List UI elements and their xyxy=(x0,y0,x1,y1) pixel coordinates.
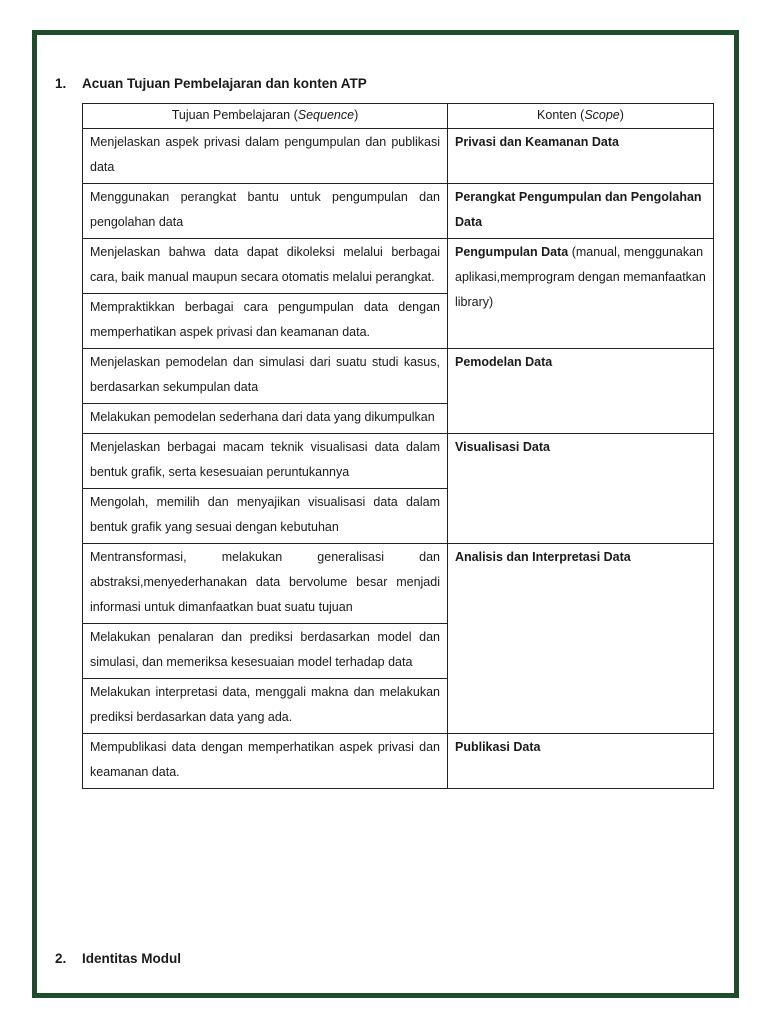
table-row xyxy=(83,734,714,789)
tujuan-cell: Melakukan penalaran dan prediksi berdasarkan model dan simulasi, dan memeriksa kesesuaian model terhadap data xyxy=(83,624,448,679)
konten-cell: Pengumpulan Data (manual, menggunakan aplikasi,memprogram dengan memanfaatkan library) xyxy=(448,239,714,349)
konten-cell: Privasi dan Keamanan Data xyxy=(448,129,714,184)
table-row xyxy=(83,434,714,489)
tujuan-cell: Melakukan interpretasi data, menggali makna dan melakukan prediksi berdasarkan data yang ada. xyxy=(83,679,448,734)
section-2-number: 2. xyxy=(55,951,67,966)
header-tujuan-pembelajaran: Tujuan Pembelajaran (Sequence) xyxy=(83,104,448,129)
section-1-title: Acuan Tujuan Pembelajaran dan konten ATP xyxy=(82,76,367,91)
table-header-row xyxy=(83,104,714,129)
konten-cell: Publikasi Data xyxy=(448,734,714,789)
table-row xyxy=(83,349,714,404)
section-2-heading xyxy=(55,951,181,966)
table-row xyxy=(83,239,714,294)
tujuan-cell: Mengolah, memilih dan menyajikan visualisasi data dalam bentuk grafik yang sesuai dengan kebutuhan xyxy=(83,489,448,544)
table-row xyxy=(83,544,714,624)
konten-cell: Visualisasi Data xyxy=(448,434,714,544)
tujuan-cell: Mentransformasi, melakukan generalisasi dan abstraksi,menyederhanakan data bervolume besar menjadi informasi untuk dimanfaatkan buat suatu tujuan xyxy=(83,544,448,624)
tujuan-cell: Menggunakan perangkat bantu untuk pengumpulan dan pengolahan data xyxy=(83,184,448,239)
konten-cell: Pemodelan Data xyxy=(448,349,714,434)
tujuan-cell: Menjelaskan berbagai macam teknik visualisasi data dalam bentuk grafik, serta kesesuaian peruntukannya xyxy=(83,434,448,489)
section-2-title: Identitas Modul xyxy=(82,951,181,966)
tujuan-cell: Menjelaskan pemodelan dan simulasi dari suatu studi kasus, berdasarkan sekumpulan data xyxy=(83,349,448,404)
tujuan-cell: Melakukan pemodelan sederhana dari data yang dikumpulkan xyxy=(83,404,448,434)
tujuan-cell: Mempublikasi data dengan memperhatikan aspek privasi dan keamanan data. xyxy=(83,734,448,789)
table-row xyxy=(83,184,714,239)
tujuan-cell: Menjelaskan bahwa data dapat dikoleksi melalui berbagai cara, baik manual maupun secara otomatis melalui perangkat. xyxy=(83,239,448,294)
tujuan-cell: Menjelaskan aspek privasi dalam pengumpulan dan publikasi data xyxy=(83,129,448,184)
konten-cell: Analisis dan Interpretasi Data xyxy=(448,544,714,734)
atp-table xyxy=(82,103,714,789)
section-1-heading xyxy=(55,76,367,91)
tujuan-cell: Mempraktikkan berbagai cara pengumpulan data dengan memperhatikan aspek privasi dan keamanan data. xyxy=(83,294,448,349)
section-1-number: 1. xyxy=(55,76,67,91)
table-row xyxy=(83,129,714,184)
header-konten: Konten (Scope) xyxy=(448,104,714,129)
konten-cell: Perangkat Pengumpulan dan Pengolahan Data xyxy=(448,184,714,239)
